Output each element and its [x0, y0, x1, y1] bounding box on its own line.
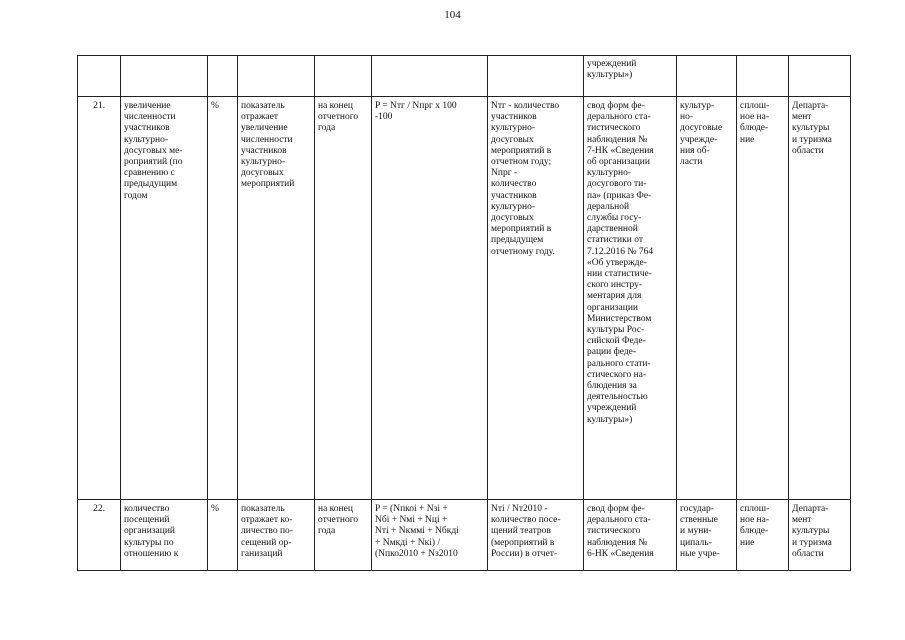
unit-of-measure: % [208, 500, 238, 571]
data-source: свод форм фе- дерального ста- тистического наблюдения № 7-НК «Сведения об организации культурно- досугового ти- па» (приказ Фе- деральной службы госу- дарственной статистики от 7.12.2016 № 764 «Об утвержде- нии статистиче- ского инстру- ментария для организации Министерством культуры Рос- сийской Феде- рации феде- рального стати- стического на- блюдения за деятельностью учреждений культуры») [584, 97, 677, 500]
collection-method: сплош- ное на- блюде- ние [737, 97, 789, 500]
cell-formula [372, 56, 488, 97]
cell-symbols [488, 56, 584, 97]
unit-of-measure: % [208, 97, 238, 500]
row-number: 22. [78, 500, 121, 571]
table-row-continuation [78, 56, 851, 97]
cell-num [78, 56, 121, 97]
cell-units-population [677, 56, 737, 97]
calculation-formula: P = (Nпкоі + Nзі + Nбі + Nмі + Nці + Nті + Nкммі + Nбкді + Nмкді + Nкі) / (Nпко2010 + Nз2010 [372, 500, 488, 571]
time-characteristic: на конец отчетного года [315, 500, 372, 571]
cell-source: учреждений культуры») [584, 56, 677, 97]
cell-responsible [789, 56, 851, 97]
indicators-table [77, 55, 851, 571]
table-row [78, 500, 851, 571]
cell-time [315, 56, 372, 97]
collection-method: сплош- ное на- блюде- ние [737, 500, 789, 571]
cell-method [737, 56, 789, 97]
population-units: государ- ственные и муни- ципаль- ные учре- [677, 500, 737, 571]
indicator-name: увеличение численности участников культурно- досуговых ме- роприятий (по сравнению с предыдущим годом [121, 97, 208, 500]
indicator-definition: показатель отражает ко- личество по- сещений ор- ганизаций [238, 500, 315, 571]
table-row [78, 97, 851, 500]
row-number: 21. [78, 97, 121, 500]
data-source: свод форм фе- дерального ста- тистического наблюдения № 6-НК «Сведения [584, 500, 677, 571]
time-characteristic: на конец отчетного года [315, 97, 372, 500]
indicator-name: количество посещений организаций культуры по отношению к [121, 500, 208, 571]
formula-symbols: Nтг - количество участников культурно- досуговых мероприятий в отчетном году; Nпрг - количество участников культурно- досуговых мероприятий в предыдущем отчетному году. [488, 97, 584, 500]
page-number: 104 [444, 9, 461, 21]
cell-name [121, 56, 208, 97]
responsible-body: Департа- мент культуры и туризма области [789, 500, 851, 571]
responsible-body: Департа- мент культуры и туризма области [789, 97, 851, 500]
cell-definition [238, 56, 315, 97]
cell-unit [208, 56, 238, 97]
population-units: культур- но- досуговые учрежде- ния об- ласти [677, 97, 737, 500]
formula-symbols: Nті / Nт2010 - количество посе- щений театров (мероприятий в России) в отчет- [488, 500, 584, 571]
indicator-definition: показатель отражает увеличение численности участников культурно- досуговых мероприятий [238, 97, 315, 500]
calculation-formula: P = Nтг / Nпрг х 100 -100 [372, 97, 488, 500]
